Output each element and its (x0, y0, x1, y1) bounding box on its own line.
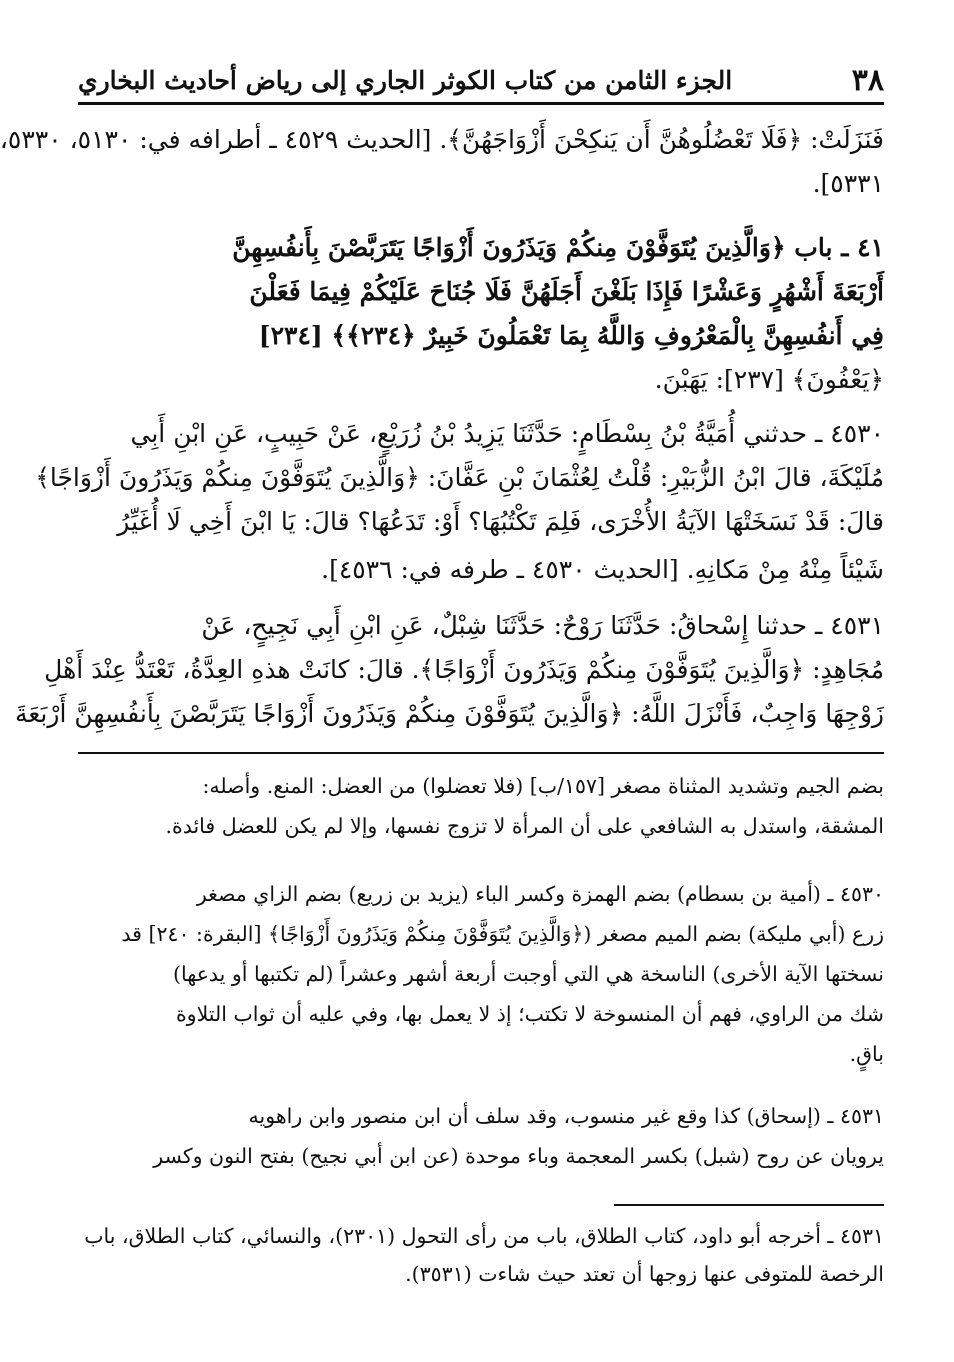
page-number: ٣٨ (851, 62, 884, 98)
intro-line: فَنَزَلَتْ: ﴿فَلَا تَعْضُلُوهُنَّ أَن يَنكِحْنَ أَزْوَاجَهُنَّ﴾. [الحديث ٤٥٢٩ ـ أطرافه في: ٥١٣٠، ٥٣٣٠، (0, 125, 884, 154)
hadith-line: مُجَاهِدٍ: ﴿وَالَّذِينَ يُتَوَفَّوْنَ مِنكُمْ وَيَذَرُونَ أَزْوَاجًا﴾. قالَ: كانَتْ هذهِ العِدَّةُ، تَعْتَدُّ عِنْدَ أَهْلِ (44, 655, 884, 684)
running-title: الجزء الثامن من كتاب الكوثر الجاري إلى رياض أحاديث البخاري (78, 65, 733, 95)
hadith-line: قالَ: قَدْ نَسَخَتْهَا الآيَةُ الأُخْرَى، فَلِمَ تَكْتُبُهَا؟ أَوْ: تَدَعُهَا؟ قالَ: يَا ابْنَ أَخِي لَا أُغَيِّرُ (117, 507, 884, 536)
commentary-line: ٤٥٣٠ ـ (أمية بن بسطام) بضم الهمزة وكسر الباء (يزيد بن زريع) بضم الزاي مصغر (196, 882, 884, 906)
footnote-line: ٤٥٣١ ـ أخرجه أبو داود، كتاب الطلاق، باب من رأى التحول (٢٣٠١)، والنسائي، كتاب الطلاق، باب (84, 1224, 884, 1248)
chapter-heading-line: ٤١ ـ باب ﴿وَالَّذِينَ يُتَوَفَّوْنَ مِنكُمْ وَيَذَرُونَ أَزْوَاجًا يَتَرَبَّصْنَ بِأَنفُسِهِنَّ (232, 233, 884, 262)
hadith-line: ٤٥٣١ ـ حدثنا إِسْحاقُ: حَدَّثَنَا رَوْحٌ: حَدَّثَنَا شِبْلٌ، عَنِ ابْنِ أَبِي نَجِيحٍ، عَنْ (201, 611, 884, 640)
chapter-heading-line: فِي أَنفُسِهِنَّ بِالْمَعْرُوفِ وَاللَّهُ بِمَا تَعْمَلُونَ خَبِيرٌ ﴿٢٣٤﴾﴾ [٢٣٤] (258, 321, 884, 350)
section-divider (78, 752, 884, 754)
footnote-divider (614, 1204, 884, 1206)
hadith-line: زَوْجِهَا وَاجِبٌ، فَأَنْزَلَ اللَّهُ: ﴿وَالَّذِينَ يُتَوَفَّوْنَ مِنكُمْ وَيَذَرُونَ أَزْوَاجًا يَتَرَبَّصْنَ بِأَنفُسِهِنَّ أَرْبَعَةَ (14, 699, 884, 728)
footnote-line: الرخصة للمتوفى عنها زوجها أن تعتد حيث شاءت (٣٥٣١). (405, 1262, 884, 1286)
page-header (78, 58, 884, 105)
commentary-line: نسختها الآية الأخرى) الناسخة هي التي أوجبت أربعة أشهر وعشراً (لم تكتبها أو يدعها) (173, 962, 884, 986)
hadith-line: مُلَيْكَةَ، قالَ ابْنُ الزُّبَيْرِ: قُلْتُ لِعُثْمَانَ بْنِ عَفَّانَ: ﴿وَالَّذِينَ يُتَوَفَّوْنَ مِنكُمْ وَيَذَرُونَ أَزْوَاجًا﴾ (35, 463, 884, 492)
hadith-line: شَيْئاً مِنْهُ مِنْ مَكانِهِ. [الحديث ٤٥٣٠ ـ طرفه في: ٤٥٣٦]. (321, 555, 884, 584)
commentary-line: ٤٥٣١ ـ (إسحاق) كذا وقع غير منسوب، وقد سلف أن ابن منصور وابن راهويه (248, 1104, 884, 1128)
commentary-line: شك من الراوي، فهم أن المنسوخة لا تكتب؛ إذ لا يعمل بها، وفي عليه أن ثواب التلاوة (175, 1002, 884, 1026)
commentary-line: يرويان عن روح (شبل) بكسر المعجمة وباء موحدة (عن ابن أبي نجيح) بفتح النون وكسر (153, 1144, 884, 1168)
chapter-heading-line: أَرْبَعَةَ أَشْهُرٍ وَعَشْرًا فَإِذَا بَلَغْنَ أَجَلَهُنَّ فَلَا جُنَاحَ عَلَيْكُمْ فِيمَا فَعَلْنَ (249, 277, 884, 306)
commentary-line: بضم الجيم وتشديد المثناة مصغر [١٥٧/ب] (فلا تعضلوا) من العضل: المنع. وأصله: (202, 774, 884, 798)
commentary-line: المشقة، واستدل به الشافعي على أن المرأة لا تزوج نفسها، وإلا لم يكن للعضل فائدة. (165, 814, 884, 838)
hadith-line: ٤٥٣٠ ـ حدثني أُمَيَّةُ بْنُ بِسْطَامٍ: حَدَّثَنَا يَزِيدُ بْنُ زُرَيْعٍ، عَنْ حَبِيبٍ، عَنِ ابْنِ أَبِي (130, 419, 884, 448)
commentary-line: زرع (أبي مليكة) بضم الميم مصغر (﴿وَالَّذِينَ يُتَوَفَّوْنَ مِنكُمْ وَيَذَرُونَ أَزْوَاجًا﴾ [البقرة: ٢٤٠] قد (121, 922, 884, 946)
intro-line: ٥٣٣١]. (812, 169, 884, 198)
chapter-heading-line: ﴿يَعْفُونَ﴾ [٢٣٧]: يَهَبْنَ. (654, 365, 884, 394)
commentary-line: باقٍ. (849, 1042, 884, 1066)
